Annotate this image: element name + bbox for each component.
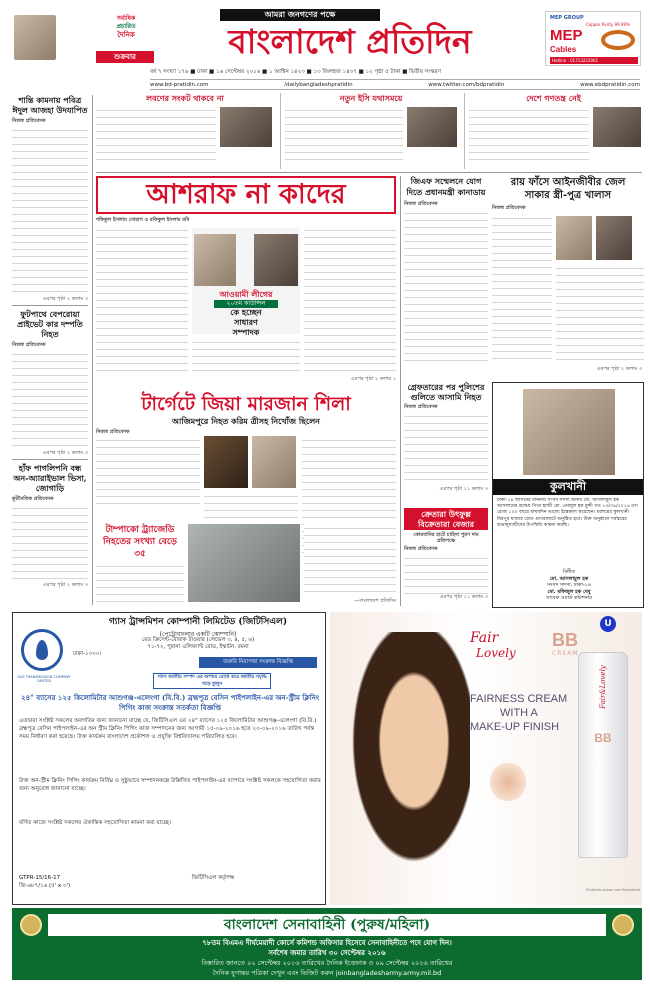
masthead — [0, 0, 650, 63]
condolence-sign — [497, 569, 641, 602]
gas-ref1: GTPR-15/16-17 — [19, 875, 61, 881]
teaser-1-text — [96, 106, 216, 164]
pack-bb: BB — [594, 731, 612, 745]
gas-address2: ৭১-৭২, পুরানা এলিফ্যান্ট রোড, ইস্কাটন, রমনা — [147, 644, 249, 650]
cattle-subhead: কোরবানির হাটে চাহিদা পুরণ দাম প্রতিপক্ষে — [413, 532, 479, 544]
gas-ad — [12, 612, 326, 905]
gas-address1: রেড ক্রিসেন্ট-বোরাক টাওয়ার (লেভেল ৩, ৪, ৫, ৬) — [141, 637, 255, 643]
issue-strip: বর্ষ ৭ সংখ্যা ১৭৬ ■ ঢাকা ■ ১৬ সেপ্টেম্বর ২০১৬ ■ ১ আশ্বিন ১৪২৩ ■ ১৩ জিলহজ ১৪৩৭ ■ ১২ পৃষ্ঠা ৫ টাকা ■ দ্বিতীয় সংস্করণ — [150, 69, 442, 75]
issue-date: ১৬ সেপ্টেম্বর ২০১৬ — [216, 69, 261, 75]
army-line2: সর্বশেষ জমার তারিখ ৩০ সেপ্টেম্বর ২০১৬ — [268, 949, 386, 957]
story2-text — [12, 350, 88, 450]
caption-line5: সম্পাদক — [232, 328, 260, 337]
mep-hotline: Hotline : 01713222001 — [550, 57, 638, 64]
cream-text: CREAM — [552, 650, 579, 657]
lead-text-left — [96, 226, 188, 376]
second-byline: নিজস্ব প্রতিবেদক — [96, 429, 130, 435]
un-byline: নিজস্ব প্রতিবেদক — [404, 201, 438, 207]
pack-brand: Fair&Lovely — [599, 665, 607, 709]
un-story — [404, 176, 488, 376]
social-strip — [150, 79, 640, 90]
model-image — [330, 632, 470, 905]
teaser-3-photo — [593, 107, 641, 147]
cattle-byline: নিজস্ব প্রতিবেদক — [404, 546, 438, 552]
verdict-story — [492, 176, 644, 376]
teaser-2 — [280, 93, 458, 169]
story3-byline: কূটনৈতিক প্রতিবেদক — [12, 496, 54, 502]
un-headline: জিএফ সম্মেলনে যোগ দিতে প্রধানমন্ত্রী কানাডায় — [406, 176, 486, 197]
condolence-title: কুলখানী — [549, 480, 587, 493]
teaser-1 — [96, 93, 274, 169]
lead-headline: আশরাফ না কাদের — [96, 176, 396, 214]
verdict-headline-2: সাকার স্ত্রী-পুত্র খালাস — [524, 190, 612, 201]
custody-story — [404, 382, 488, 506]
gas-address3: ঢাকা-১০০০। — [73, 651, 102, 657]
story2-headline: ফুটপাথে বেপরোয়া প্রাইভেট কার দম্পতি নিহত — [17, 309, 83, 339]
brand-fair: Fair — [470, 630, 499, 646]
deceased-photo — [523, 389, 615, 475]
gas-safety-tag: জরুরি নিরাপত্তা সংক্রান্ত বিজ্ঞপ্তি — [199, 657, 317, 668]
lead-byline: শফিকুল ইসলাম সোহাগ ও রফিকুল ইসলাম রনি — [96, 217, 190, 223]
army-title-box — [48, 914, 606, 936]
sign-role2: সাবেক ওয়ার্ড কমিশনার — [546, 595, 592, 601]
gas-pledge: গ্যাস জাতীয় সম্পদ এর অপচয় রোধে করে জাতীয় সমৃদ্ধি গড়ে তুলুন — [153, 673, 271, 689]
ashraf-photo — [194, 234, 236, 286]
column-rule — [92, 95, 93, 605]
gas-para2: উক্ত অন-স্ট্রীম ক্লিনিং পিগিং কার্যক্রম নির্বিঘ্ন ও সুষ্ঠুভাবে সম্পাদনকল্পে উল্লিখিত পাইপলাইন-এর ব্যাপারে সংশ্লিষ্ট সকলকে সহযোগিতা করার জন্য অনুরোধ জানানো যাচ্ছে। — [19, 778, 321, 793]
facebook-link[interactable]: /dailybangladeshpratidin — [284, 82, 353, 88]
unilever-logo: U — [600, 616, 616, 632]
issue-date-hijri: ১৩ জিলহজ ১৪৩৭ — [313, 69, 357, 75]
second-text-left — [96, 436, 200, 506]
tagline-3: MAKE-UP FINISH — [470, 721, 560, 733]
factory-photo — [188, 524, 300, 602]
sign-role1: সংসদ সদস্য, ঢাকা-১৪ — [546, 582, 592, 588]
factory-text-right — [304, 524, 396, 596]
center-rule — [400, 176, 401, 606]
twitter-link[interactable]: www.twitter.com/bdpratidin — [428, 82, 505, 88]
mep-brand: MEP GROUP — [550, 15, 584, 21]
lead-caption-box — [192, 228, 300, 337]
paper-title: বাংলাদেশ প্রতিদিন — [228, 22, 472, 61]
mep-cable — [601, 30, 635, 50]
brand-logo — [470, 630, 550, 670]
mep-ad — [545, 11, 641, 66]
gas-company: গ্যাস ট্রান্সমিশন কোম্পানী লিমিটেড (জিটিসিএল) — [108, 617, 288, 627]
gas-logo — [21, 629, 63, 671]
factory-text — [96, 562, 184, 602]
story2-byline: নিজস্ব প্রতিবেদক — [12, 342, 46, 348]
teaser-row — [96, 93, 642, 171]
cattle-jump: এরপর পৃষ্ঠা ১১ কলাম ৩ — [439, 594, 488, 600]
teaser-3-headline: দেশে গণতন্ত্র নেই — [526, 93, 581, 103]
gas-para1: এতদ্বারা সংশ্লিষ্ট সকলের অবগতির জন্য জানানো যাচ্ছে যে, জিটিসিএল এর ২৪" ব্যাসের ১২৫ কিলোমিটার আশুগঞ্জ-এলেংগা (বি.বি.) ব্রহ্মপুত্র বেসিন পাইপলাইন-এর অন স্ট্রীম ক্লিনিং পিগিং কাজ সম্পাদনের জন্য আগামী ১৫-০৯-২০১৬ হতে ২০-০৯-২০১৬ তারিখ পর্যন্ত সময় নির্ধারণ করা হয়েছে। উক্ত কার্যক্রম বাংলাদেশ প্রকৌশল ও প্রযুক্তি বিশ্ববিদ্যালয় পরিচালিত হবে। — [19, 718, 317, 741]
army-line4: দৈনিক যুগান্তর পত্রিকা দেখুন এবং ভিজিট করুন joinbangladesharmy.army.mil.bd — [212, 969, 442, 977]
gas-ref2: জি-৬৮৭/১৬ (৫' x ৩') — [19, 883, 71, 889]
teaser-3-text — [469, 106, 589, 164]
gas-para3: বর্ণিত কাজে সংশ্লিষ্ট সকলের ঐকান্তিক সহযোগিতা কামনা করা যাচ্ছে। — [19, 820, 171, 826]
sign-label: বিনীত — [562, 569, 576, 575]
suspect1-photo — [204, 436, 248, 488]
sign-name2: মো. মফিজুল হক বেবু — [547, 588, 591, 595]
story1-text — [12, 126, 88, 296]
gas-sign: জিটিসিএল কর্তৃপক্ষ — [191, 875, 235, 881]
caption-line3: কে হচ্ছেন — [230, 308, 262, 317]
brand-lovely: Lovely — [476, 646, 516, 660]
story1-headline: শান্তি কামনায় পবিত্র ঈদুল আজহা উদযাপিত — [12, 95, 88, 115]
army-line1: ৭৮তম বিএমএ দীর্ঘমেয়াদী কোর্সে কমিশন্ড অফিসার হিসেবে সেনাবাহিনীতে পদে যোগ দিন। — [202, 939, 452, 947]
lead-text-right — [304, 226, 396, 376]
mep-logo: MEP — [550, 27, 583, 44]
flame-icon — [36, 640, 48, 660]
teaser-1-photo — [220, 107, 272, 147]
fl-ad — [330, 612, 642, 905]
issue-place: ঢাকা — [197, 69, 208, 75]
issue-date-bn: ১ আশ্বিন ১৪২৩ — [269, 69, 305, 75]
cattle-text — [404, 554, 488, 594]
left-column — [12, 95, 88, 605]
issue-number: বর্ষ ৭ সংখ্যা ১৭৬ — [150, 69, 189, 75]
teaser-2-headline: নতুন ইসি যথাসময়ে — [339, 93, 403, 103]
condolence-ad — [492, 382, 644, 608]
badge-line3: দৈনিক — [117, 31, 135, 39]
lead-story — [96, 176, 396, 386]
second-subhead: আজিমপুরে নিহত করিম ত্রীসহ নিখোঁজ ছিলেন — [172, 416, 320, 426]
un-text — [404, 209, 488, 361]
custody-headline: গ্রেফতারের পর পুলিশের গুলিতে আসামি নিহত — [407, 382, 485, 402]
army-emblem-left — [20, 914, 42, 936]
lead-jump: এরপর পৃষ্ঠা ২ কলাম ১ — [350, 376, 396, 382]
verdict-photo-2 — [596, 216, 632, 260]
tagline-1: FAIRNESS CREAM — [470, 693, 568, 705]
teaser-2-text — [285, 106, 403, 164]
day-label: শুক্রবার — [114, 53, 136, 61]
army-line3: বিস্তারিত জানতে ০২ সেপ্টেম্বর ২০১৬ তারিখের দৈনিক ইত্তেফাক ও ০৯ সেপ্টেম্বর ২০১৬ তারিখের — [201, 959, 453, 967]
army-emblem-right — [612, 914, 634, 936]
sign-name1: মো. আসলামুল হক — [549, 575, 589, 582]
caption-line2: ২০তম কাউন্সিল — [214, 300, 278, 308]
factory-story — [96, 524, 396, 608]
teaser-2-photo — [407, 107, 457, 147]
day-badge — [96, 51, 154, 63]
teaser-rule — [96, 172, 642, 173]
tagline-2: WITH A — [500, 707, 538, 719]
verdict-byline: নিজস্ব প্রতিবেদক — [492, 205, 526, 211]
gas-notice-head: ২৪" ব্যাসের ১২৫ কিলোমিটার আশুগঞ্জ-এলেংগা (বি.বি.) ব্রহ্মপুত্র বেসিন পাইপলাইন-এর অন-স্ট্রীম ক্লিনিং পিগিং কাজ সংক্রান্ত সতর্কতা বিজ্ঞপ্তি — [21, 693, 319, 712]
caption-line4: সাধারণ — [234, 318, 258, 327]
custody-text — [404, 412, 488, 486]
caption-line1: আওয়ামী লীগের — [219, 290, 273, 299]
verdict-jump: এরপর পৃষ্ঠা ২ কলাম ৩ — [596, 366, 642, 372]
badge-line1: সর্বাধিক — [116, 15, 136, 22]
kicker: আমরা জনগণের পক্ষে — [220, 9, 380, 21]
verdict-photo-1 — [556, 216, 592, 260]
cattle-story — [404, 508, 488, 608]
kids-photo — [14, 15, 56, 60]
teaser-1-headline: লবণের সংকট থাকবে না — [146, 93, 224, 103]
second-headline: টার্গেটে জিয়া মারজান শিলা — [141, 393, 351, 415]
verdict-headline-1: রায় ফাঁসে আইনজীবীর জেল — [510, 177, 626, 188]
product-pack — [578, 652, 628, 858]
story3-jump: এরপর পৃষ্ঠা ২ কলাম ৩ — [42, 582, 88, 588]
factory-headline: টাম্পাকো ট্র্যাজেডি নিহতের সংখ্যা বেড়ে ৩৫ — [103, 525, 177, 559]
custody-jump: এরপর পৃষ্ঠা ১১ কলাম ৩ — [439, 486, 488, 492]
gas-company-sub: (পেট্রোবাংলার একটি কোম্পানি) — [159, 631, 237, 638]
condolence-body: ঢাকা-১৪ আসনের মাননীয় সংসদ সদস্য জনাব মো. আসলামুল হক আসলামের শ্রদ্ধেয় পিতা হাজী মো. এনামুল হক মুন্সী গত ১৩/০৯/২০১৬ তাং রোজ ১০০ বছরে মাঘবদিন ভাল্যে ইন্তেকাল করেছেন। মরহুমের কুলখানী মিরপুর মাজার রোড গুদারাঘাটে অনুষ্ঠিত হবে। উক্ত অনুষ্ঠানে সর্বস্তরের শুভানুধ্যায়ীদের উপস্থিতি কামনা করছি। — [497, 498, 639, 528]
web-link[interactable]: www.bd-pratidin.com — [150, 82, 209, 88]
cream-swatch — [490, 762, 526, 802]
factory-credit: —বাংলাদেশ প্রতিদিন — [354, 598, 396, 604]
quader-photo — [254, 234, 298, 286]
teaser-3 — [464, 93, 642, 169]
mep-note: Copper Purity 99.99% — [586, 22, 630, 27]
mep-product: Cables — [550, 45, 577, 54]
verdict-text-left — [492, 214, 552, 364]
caption-block — [192, 290, 300, 338]
story3-headline: হাঁফ পাগলিপনি বন্ধ অন-অ্যারাইভাল ভিসা, জোগাড়ি — [13, 463, 87, 493]
lead-text-bottom — [192, 338, 300, 376]
story1-byline: নিজস্ব প্রতিবেদক — [12, 118, 46, 124]
story2-jump: এরপর পৃষ্ঠা ২ কলাম ৩ — [42, 450, 88, 456]
army-ad — [12, 908, 642, 980]
verdict-text-right — [556, 264, 644, 364]
issue-edition: দ্বিতীয় সংস্করণ — [409, 69, 442, 75]
army-title: বাংলাদেশ সেনাবাহিনী (পুরুষ/মহিলা) — [223, 917, 431, 933]
gas-logo-caption: GAS TRANSMISSION COMPANY LIMITED — [17, 675, 71, 683]
cattle-headline: ক্রেতারা উৎফুল্ল বিক্রেতারা বেজার — [404, 508, 488, 530]
condolence-title-bar — [493, 479, 643, 495]
issue-pages: ১২ পৃষ্ঠা ৫ টাকা — [365, 69, 401, 75]
badge-line2: প্রচারিত — [116, 23, 136, 30]
epaper-link[interactable]: www.ebdpratidin.com — [580, 82, 640, 88]
story1-jump: এরপর পৃষ্ঠা ২ কলাম ৩ — [42, 296, 88, 302]
custody-byline: নিজস্ব প্রতিবেদক — [404, 404, 438, 410]
story3-text — [12, 504, 88, 582]
badge — [95, 15, 157, 51]
fl-disclaimer: Products shown are illustrative — [586, 888, 640, 892]
bb-text: BB — [552, 630, 578, 650]
suspect2-photo — [252, 436, 296, 488]
